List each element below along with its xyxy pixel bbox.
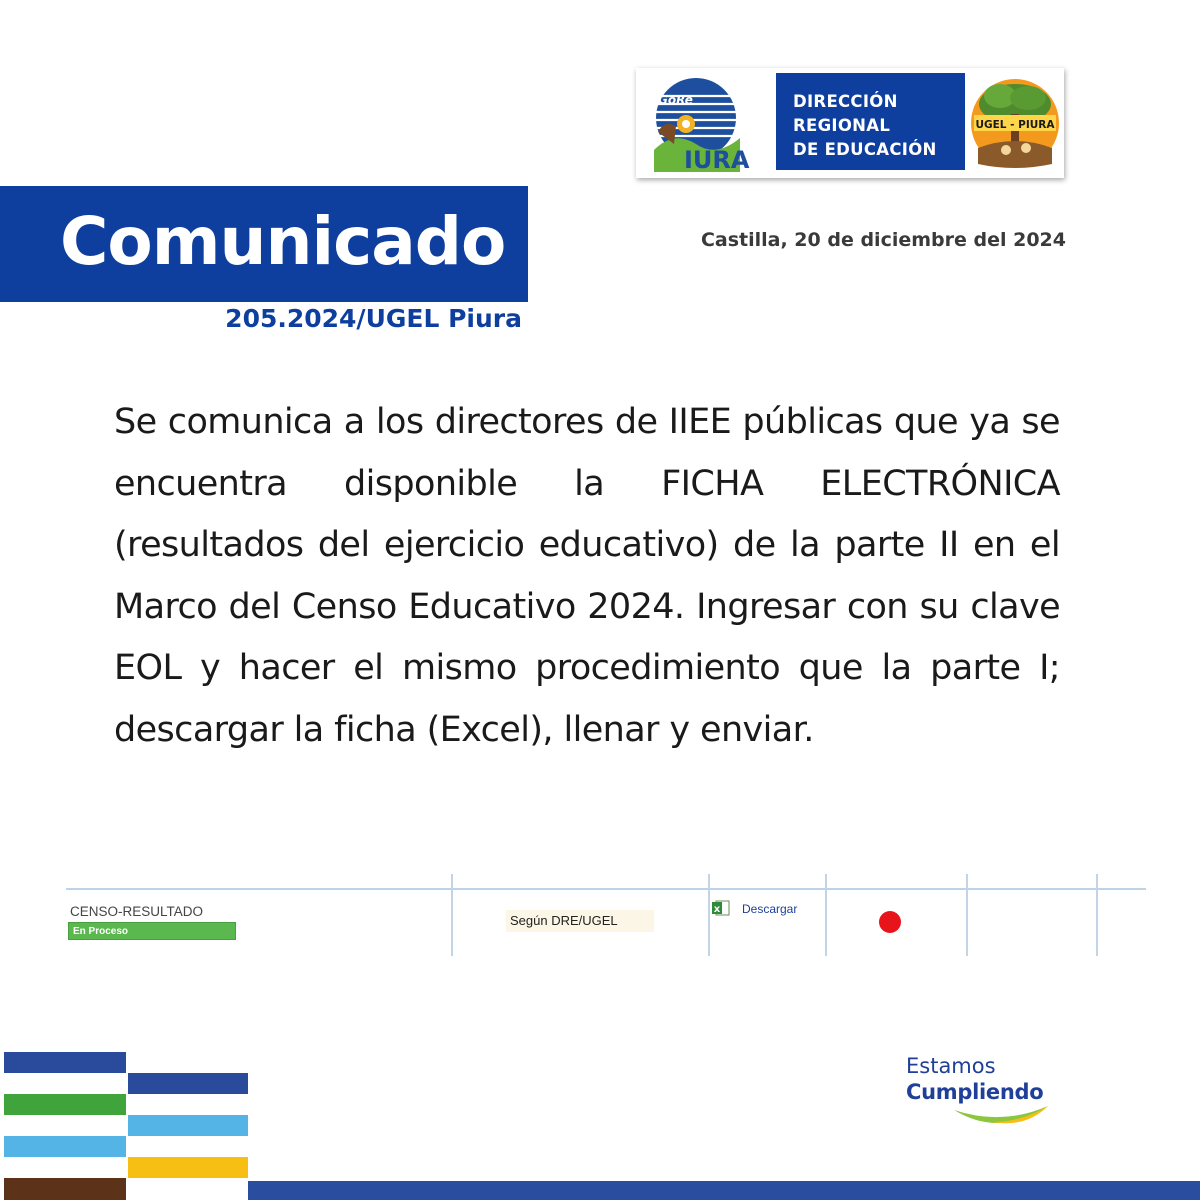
svg-text:GoRe: GoRe (658, 93, 693, 107)
dre-line-1: DIRECCIÓN (793, 92, 898, 111)
dre-box (776, 73, 965, 170)
decorative-stripes (0, 1050, 250, 1200)
dre-line-3: DE EDUCACIÓN (793, 140, 937, 159)
column-divider (1096, 874, 1098, 956)
censo-screenshot (66, 874, 1146, 956)
svg-text:UGEL - PIURA: UGEL - PIURA (975, 119, 1055, 131)
column-divider (708, 874, 710, 956)
scope-chip: Según DRE/UGEL (506, 910, 654, 932)
slogan-line-1: Estamos (906, 1054, 996, 1078)
body-paragraph: Se comunica a los directores de IIEE públicas que ya se encuentra disponible la FICHA ELECTRÓNICA (resultados del ejercicio educativo) de la parte II en el Marco del Censo Educativo 2024. Ingresar con su clave EOL y hacer el mismo procedimiento que la parte I; descargar la ficha (Excel), llenar y enviar. (114, 402, 1060, 750)
title-band (0, 186, 528, 302)
header-logo-strip (636, 68, 1064, 178)
excel-icon[interactable] (712, 900, 730, 916)
reference-number: 205.2024/UGEL Piura (225, 304, 522, 333)
bottom-bar (248, 1181, 1200, 1200)
status-badge: En Proceso (68, 922, 236, 940)
svg-text:IURA: IURA (684, 146, 750, 172)
censo-row-label: CENSO-RESULTADO (70, 904, 204, 919)
ugel-piura-logo (970, 74, 1060, 172)
column-divider (966, 874, 968, 956)
column-divider (825, 874, 827, 956)
svg-text:x: x (713, 904, 721, 915)
dre-line-2: REGIONAL (793, 116, 891, 135)
slogan-line-2: Cumpliendo (906, 1080, 1044, 1104)
screenshot-top-line (66, 888, 1146, 890)
status-indicator-dot (879, 911, 901, 933)
gore-piura-logo (644, 74, 774, 172)
date-text: Castilla, 20 de diciembre del 2024 (700, 229, 1066, 251)
page-title: Comunicado (60, 203, 506, 280)
download-link[interactable]: Descargar (742, 902, 798, 916)
slogan (906, 1052, 1056, 1132)
column-divider (451, 874, 453, 956)
smile-swoosh-icon (952, 1104, 1052, 1132)
